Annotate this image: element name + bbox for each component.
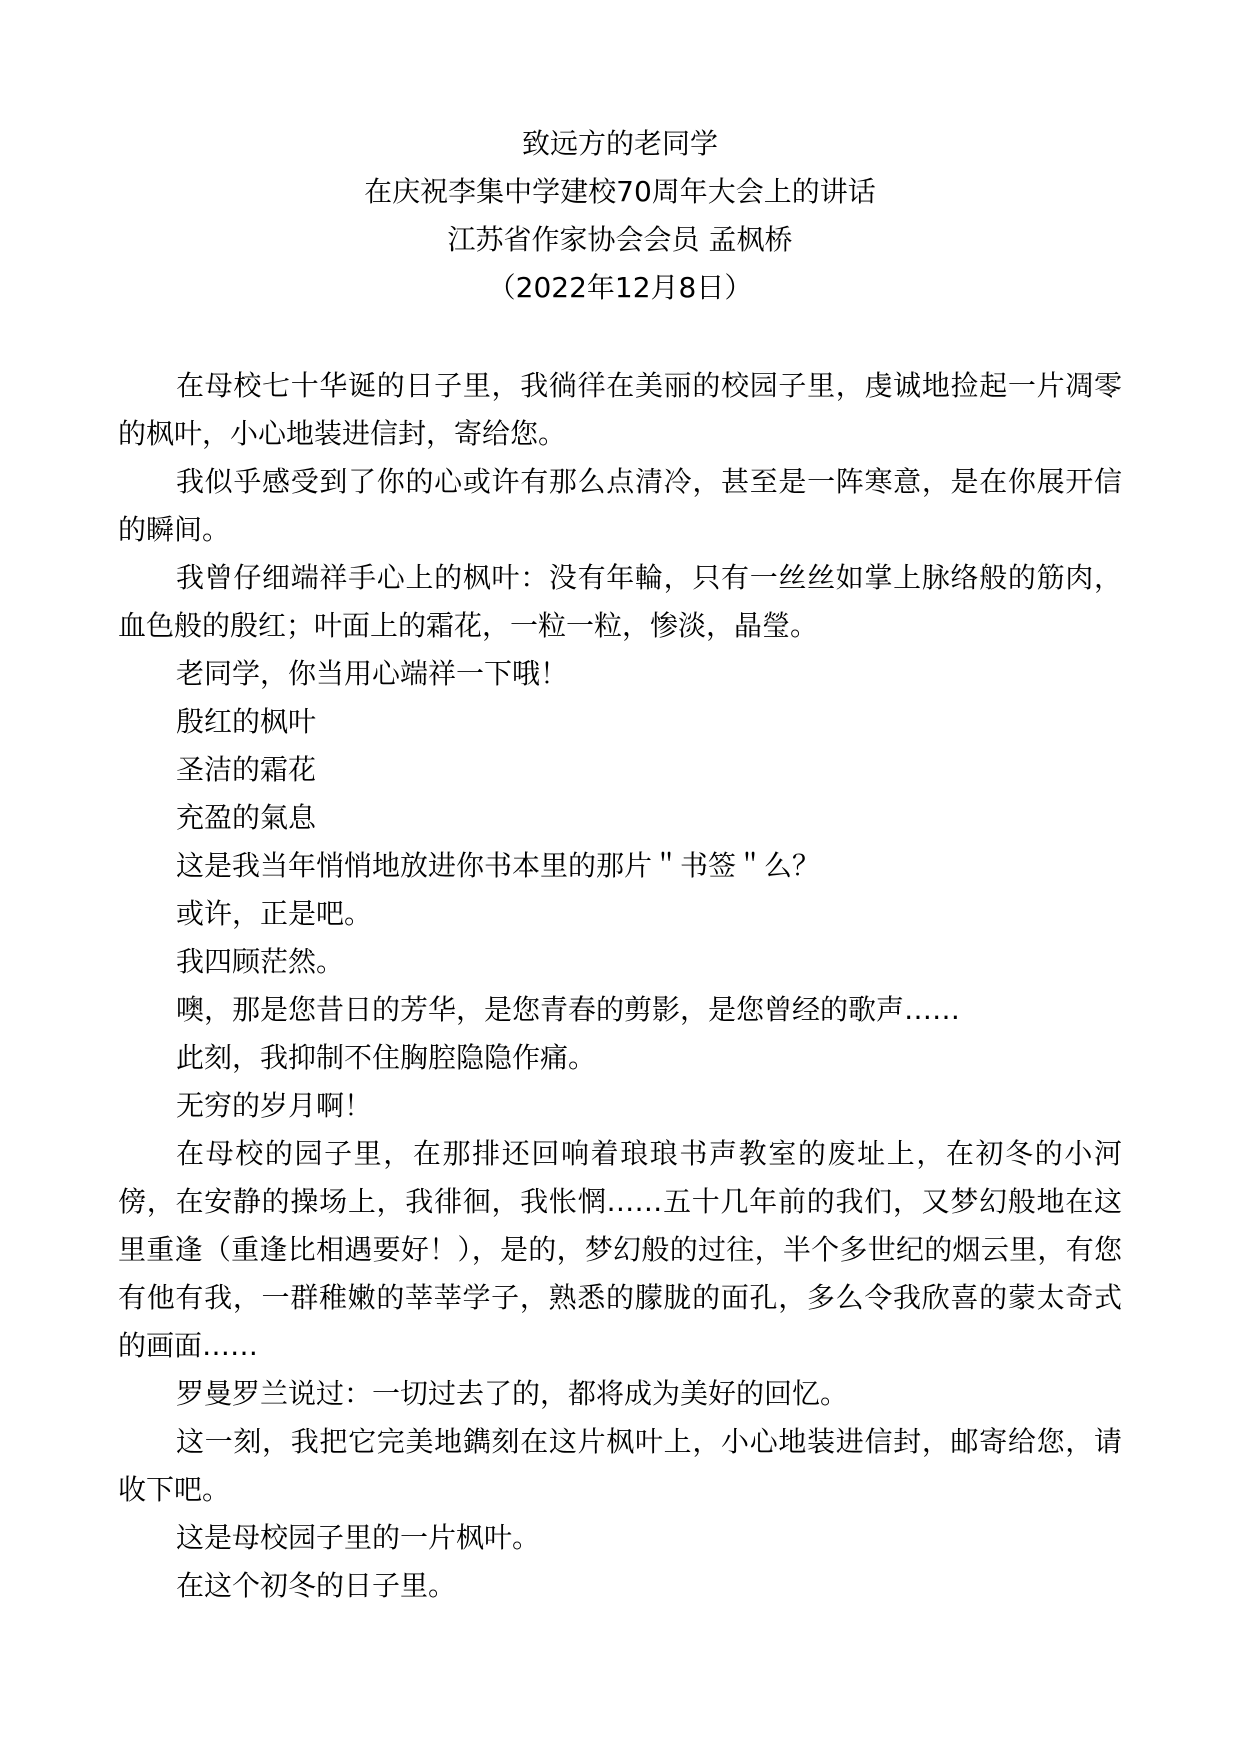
paragraph: 我四顾茫然。 (176, 945, 345, 978)
paragraph: 噢，那是您昔日的芳华，是您青春的剪影，是您曾经的歌声…… (176, 993, 961, 1026)
paragraph: 无穷的岁月啊！ (176, 1089, 373, 1122)
document-body (118, 362, 1122, 1610)
paragraph: 此刻，我抑制不住胸腔隐隐作痛。 (176, 1041, 597, 1074)
paragraph: 老同学，你当用心端祥一下哦！ (176, 657, 569, 690)
paragraph: 我曾仔细端祥手心上的枫叶：没有年輪，只有一丝丝如掌上脉络般的筋肉，血色般的殷红；叶面上的霜花，一粒一粒，惨淡，晶瑩。 (118, 561, 1122, 642)
poem-line: 圣洁的霜花 (176, 753, 317, 786)
poem-line: 殷红的枫叶 (176, 705, 317, 738)
document-date: （2022年12月8日） (487, 271, 753, 304)
document-subtitle: 在庆祝李集中学建校70周年大会上的讲话 (364, 175, 876, 208)
paragraph: 在母校七十华诞的日子里，我徜徉在美丽的校园子里，虔诚地捡起一片凋零的枫叶，小心地装进信封，寄给您。 (118, 369, 1122, 450)
document-author: 江苏省作家协会会员 孟枫桥 (447, 223, 793, 256)
paragraph: 或许，正是吧。 (176, 897, 373, 930)
paragraph: 这一刻，我把它完美地鐫刻在这片枫叶上，小心地装进信封，邮寄给您，请收下吧。 (118, 1425, 1122, 1506)
paragraph: 这是母校园子里的一片枫叶。 (176, 1521, 541, 1554)
poem-line: 充盈的氣息 (176, 801, 317, 834)
paragraph: 在这个初冬的日子里。 (176, 1569, 457, 1602)
paragraph: 这是我当年悄悄地放进你书本里的那片＂书签＂么？ (176, 849, 821, 882)
document-title: 致远方的老同学 (521, 127, 718, 160)
document-header (0, 120, 1240, 312)
paragraph: 在母校的园子里，在那排还回响着琅琅书声教室的废址上，在初冬的小河傍，在安静的操场上，我徘徊，我怅惘……五十几年前的我们，又梦幻般地在这里重逢（重逢比相遇要好！），是的，梦幻般的过往，半个多世纪的烟云里，有您有他有我，一群稚嫩的莘莘学子，熟悉的朦胧的面孔，多么令我欣喜的蒙太奇式的画面…… (118, 1137, 1122, 1362)
paragraph: 我似乎感受到了你的心或许有那么点清冷，甚至是一阵寒意，是在你展开信的瞬间。 (118, 465, 1122, 546)
paragraph: 罗曼罗兰说过：一切过去了的，都将成为美好的回忆。 (176, 1377, 849, 1410)
